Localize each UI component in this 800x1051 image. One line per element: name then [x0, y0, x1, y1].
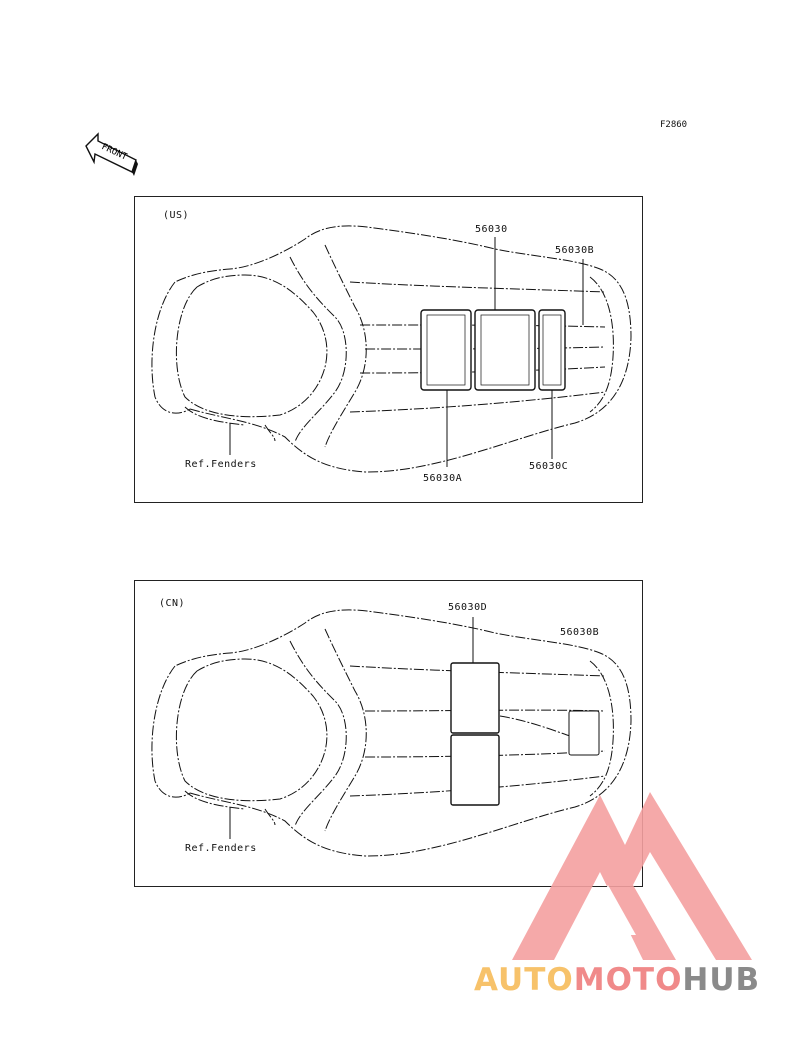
cn-region-label: (CN): [159, 598, 186, 609]
us-part-56030a-label: 56030A: [423, 473, 463, 484]
cn-part-56030d-label: 56030D: [448, 602, 488, 613]
us-part-56030-label: 56030: [475, 224, 508, 235]
us-ref-fenders-label: Ref.Fenders: [185, 459, 257, 470]
us-part-56030c-label: 56030C: [529, 461, 569, 472]
figure-code: F2860: [660, 120, 688, 130]
cn-ref-fenders-label: Ref.Fenders: [185, 843, 257, 854]
front-label: FRONT: [99, 142, 129, 163]
us-region-label: (US): [163, 210, 190, 221]
watermark-text: AUTOMOTOHUB: [474, 962, 761, 998]
cn-part-56030b-label: 56030B: [560, 627, 600, 638]
us-part-56030b-label: 56030B: [555, 245, 595, 256]
